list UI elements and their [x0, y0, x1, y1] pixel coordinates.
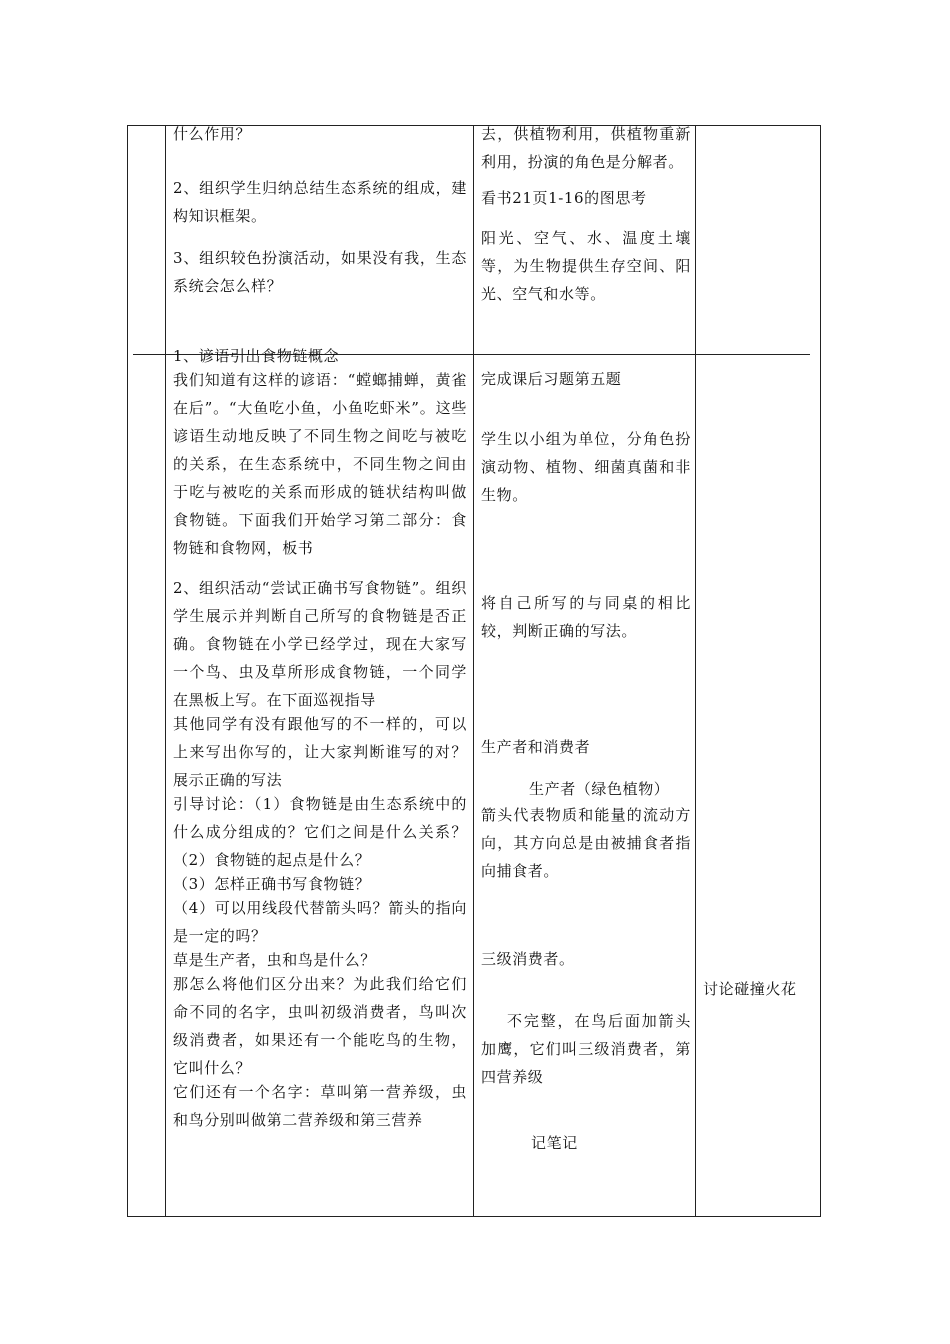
text-paragraph: 我们知道有这样的谚语：“螳螂捕蝉，黄雀在后”。“大鱼吃小鱼，小鱼吃虾米”。这些谚语生动地反映了不同生物之间吃与被吃的关系，在生态系统中，不同生物之间由于吃与被吃的关系而形成的链状结构叫做食物链。下面我们开始学习第二部分：食物链和食物网，板书 [173, 371, 467, 557]
text-paragraph: 去，供植物利用，供植物重新利用，扮演的角色是分解者。 [481, 125, 691, 171]
text-paragraph: 学生以小组为单位，分角色扮演动物、植物、细菌真菌和非生物。 [481, 430, 691, 504]
text-line: 看书21页1-16的图思考 [481, 189, 647, 207]
text-line: 讨论碰撞火花 [703, 980, 797, 998]
student-activity-upper [481, 120, 691, 308]
design-note [703, 975, 815, 1003]
text-line: 记笔记 [531, 1134, 578, 1152]
text-paragraph: 它们还有一个名字：草叫第一营养级，虫和鸟分别叫做第二营养级和第三营养 [173, 1083, 467, 1129]
teacher-activity-lower [173, 342, 467, 1134]
text-paragraph: 其他同学有没有跟他写的不一样的，可以上来写出你写的，让大家判断谁写的对？展示正确的写法 [173, 715, 467, 789]
column-divider [473, 126, 474, 1216]
column-divider [695, 126, 696, 1216]
text-paragraph: 箭头代表物质和能量的流动方向，其方向总是由被捕食者指向捕食者。 [481, 806, 691, 880]
text-line: 生产者和消费者 [481, 738, 591, 756]
text-paragraph: （4）可以用线段代替箭头吗？箭头的指向是一定的吗？ [173, 899, 467, 945]
text-paragraph: 将自己所写的与同桌的相比较，判断正确的写法。 [481, 594, 691, 640]
student-activity-lower [481, 365, 691, 1157]
text-paragraph: 那怎么将他们区分出来？为此我们给它们命不同的名字，虫叫初级消费者，鸟叫次级消费者，如果还有一个能吃鸟的生物，它叫什么？ [173, 975, 467, 1077]
text-line: （3）怎样正确书写食物链？ [173, 875, 371, 893]
text-paragraph: 引导讨论：（1）食物链是由生态系统中的什么成分组成的？它们之间是什么关系？（2）食物链的起点是什么？ [173, 795, 467, 869]
text-line: 三级消费者。 [481, 950, 575, 968]
text-paragraph: 不完整，在鸟后面加箭头加鹰，它们叫三级消费者，第四营养级 [481, 1012, 691, 1086]
section-heading: 1、谚语引出食物链概念 [173, 347, 340, 365]
text-line: 草是生产者，虫和鸟是什么？ [173, 951, 376, 969]
text-line: 什么作用？ [173, 125, 252, 143]
teacher-activity-upper [173, 120, 467, 300]
text-paragraph: 3、组织较色扮演活动，如果没有我，生态系统会怎么样？ [173, 249, 467, 295]
text-line: 完成课后习题第五题 [481, 370, 622, 388]
text-line: 生产者（绿色植物） [529, 780, 670, 798]
text-paragraph: 2、组织活动“尝试正确书写食物链”。组织学生展示并判断自己所写的食物链是否正确。食物链在小学已经学过，现在大家写一个鸟、虫及草所形成食物链，一个同学在黑板上写。在下面巡视指导 [173, 579, 467, 709]
column-divider [165, 126, 166, 1216]
text-paragraph: 阳光、空气、水、温度土壤等，为生物提供生存空间、阳光、空气和水等。 [481, 229, 691, 303]
text-paragraph: 2、组织学生归纳总结生态系统的组成，建构知识框架。 [173, 179, 467, 225]
